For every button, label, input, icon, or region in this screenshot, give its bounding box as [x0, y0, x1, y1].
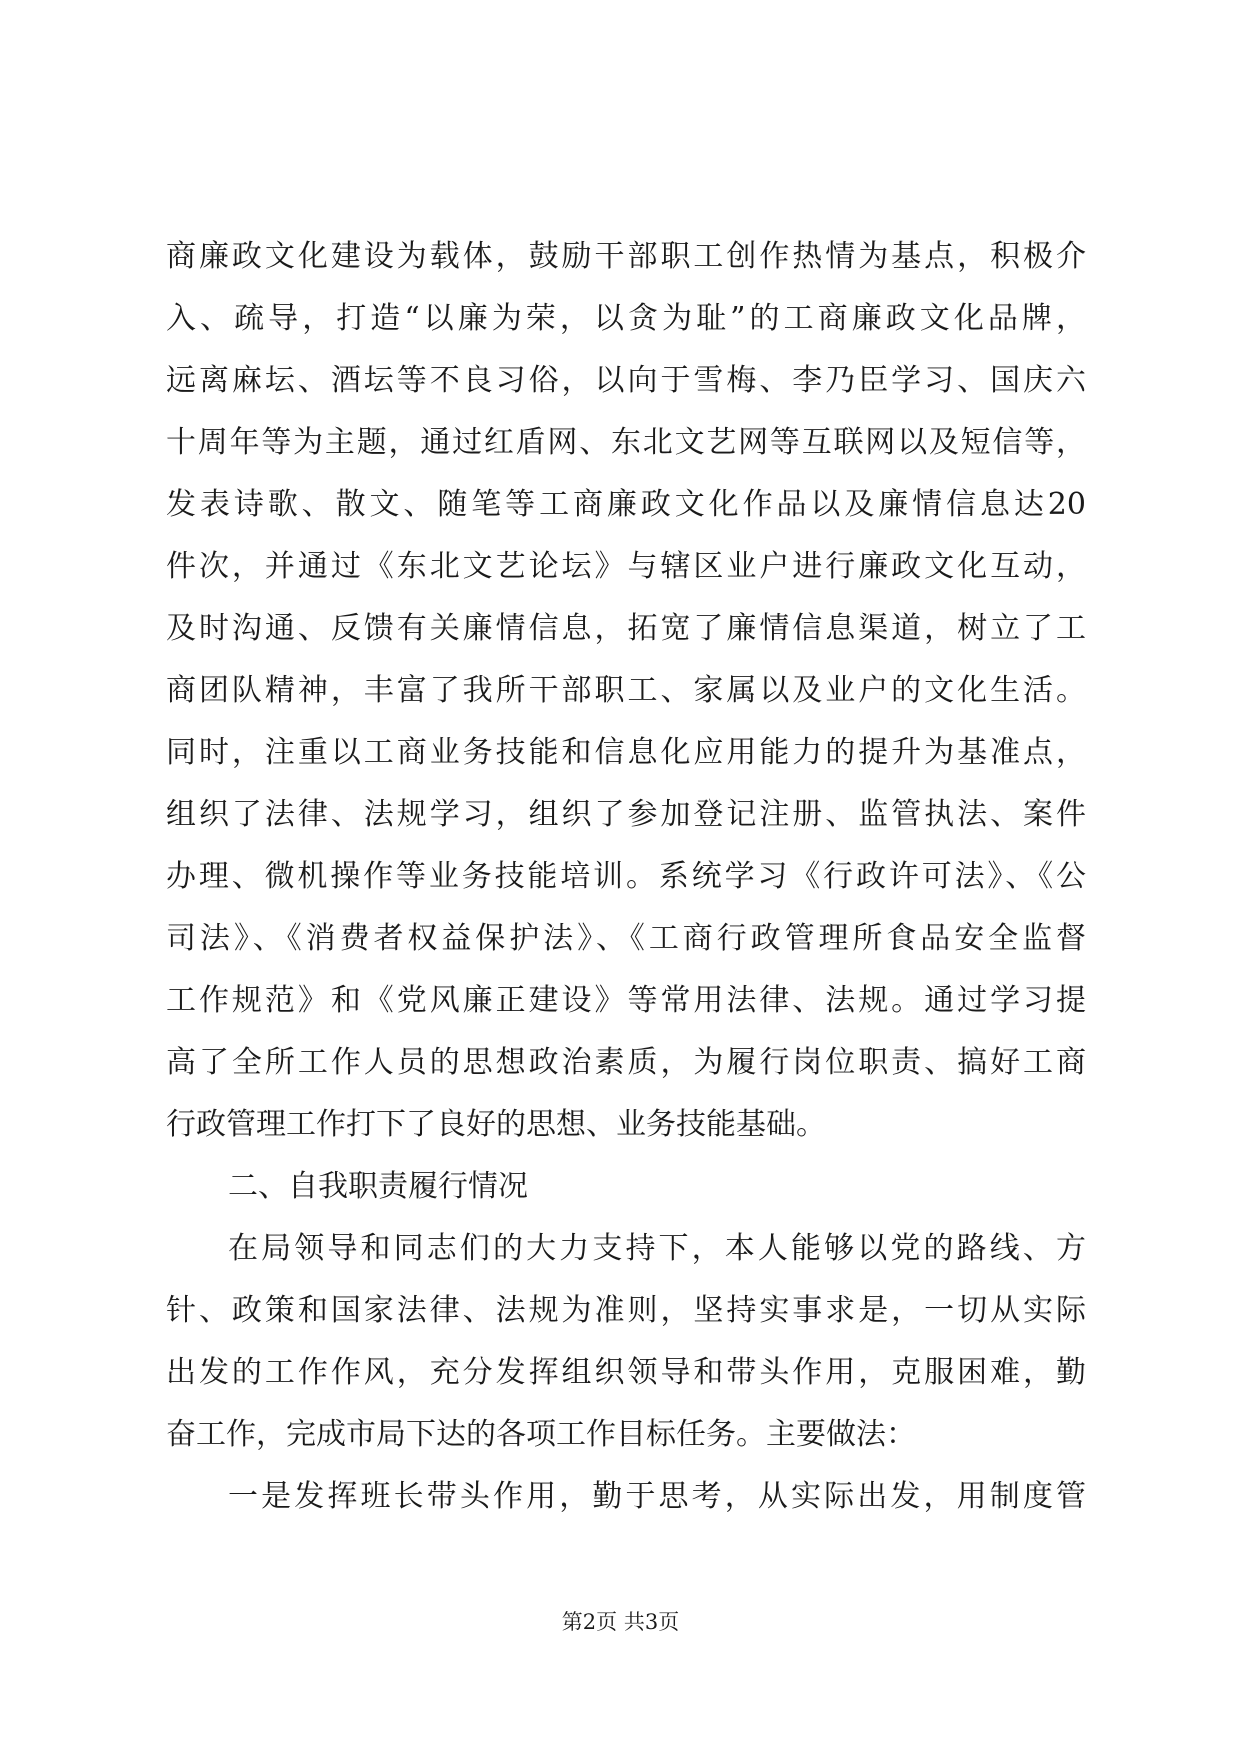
text-line: 发表诗歌、散文、随笔等工商廉政文化作品以及廉情信息达20: [166, 487, 1086, 522]
text-line: 同时，注重以工商业务技能和信息化应用能力的提升为基准点，: [166, 735, 1086, 770]
text-line: 商廉政文化建设为载体，鼓励干部职工创作热情为基点，积极介: [166, 239, 1086, 274]
document-body: [166, 226, 1086, 1528]
text-line: 出发的工作作风，充分发挥组织领导和带头作用，克服困难，勤: [166, 1355, 1086, 1390]
text-line: 件次，并通过《东北文艺论坛》与辖区业户进行廉政文化互动，: [166, 549, 1086, 584]
page-footer: 第2页 共3页: [561, 1610, 680, 1634]
section-heading: 二、自我职责履行情况: [228, 1169, 528, 1204]
text-line: 远离麻坛、酒坛等不良习俗，以向于雪梅、李乃臣学习、国庆六: [166, 363, 1086, 398]
text-line: 奋工作，完成市局下达的各项工作目标任务。主要做法：: [166, 1417, 916, 1452]
text-line: 十周年等为主题，通过红盾网、东北文艺网等互联网以及短信等，: [166, 425, 1086, 460]
text-line: 工作规范》和《党风廉正建设》等常用法律、法规。通过学习提: [166, 983, 1086, 1018]
text-line: 一是发挥班长带头作用，勤于思考，从实际出发，用制度管: [228, 1479, 1086, 1514]
text-line: 组织了法律、法规学习，组织了参加登记注册、监管执法、案件: [166, 797, 1086, 832]
text-line: 及时沟通、反馈有关廉情信息，拓宽了廉情信息渠道，树立了工: [166, 611, 1086, 646]
text-line: 在局领导和同志们的大力支持下，本人能够以党的路线、方: [228, 1231, 1086, 1266]
text-line: 入、疏导，打造“以廉为荣，以贪为耻”的工商廉政文化品牌，: [166, 301, 1086, 336]
text-line: 办理、微机操作等业务技能培训。系统学习《行政许可法》、《公: [166, 859, 1086, 894]
text-line: 商团队精神，丰富了我所干部职工、家属以及业户的文化生活。: [166, 673, 1086, 708]
text-line: 司法》、《消费者权益保护法》、《工商行政管理所食品安全监督: [166, 921, 1086, 956]
text-line: 行政管理工作打下了良好的思想、业务技能基础。: [166, 1107, 826, 1142]
text-line: 高了全所工作人员的思想政治素质，为履行岗位职责、搞好工商: [166, 1045, 1086, 1080]
text-line: 针、政策和国家法律、法规为准则，坚持实事求是，一切从实际: [166, 1293, 1086, 1328]
